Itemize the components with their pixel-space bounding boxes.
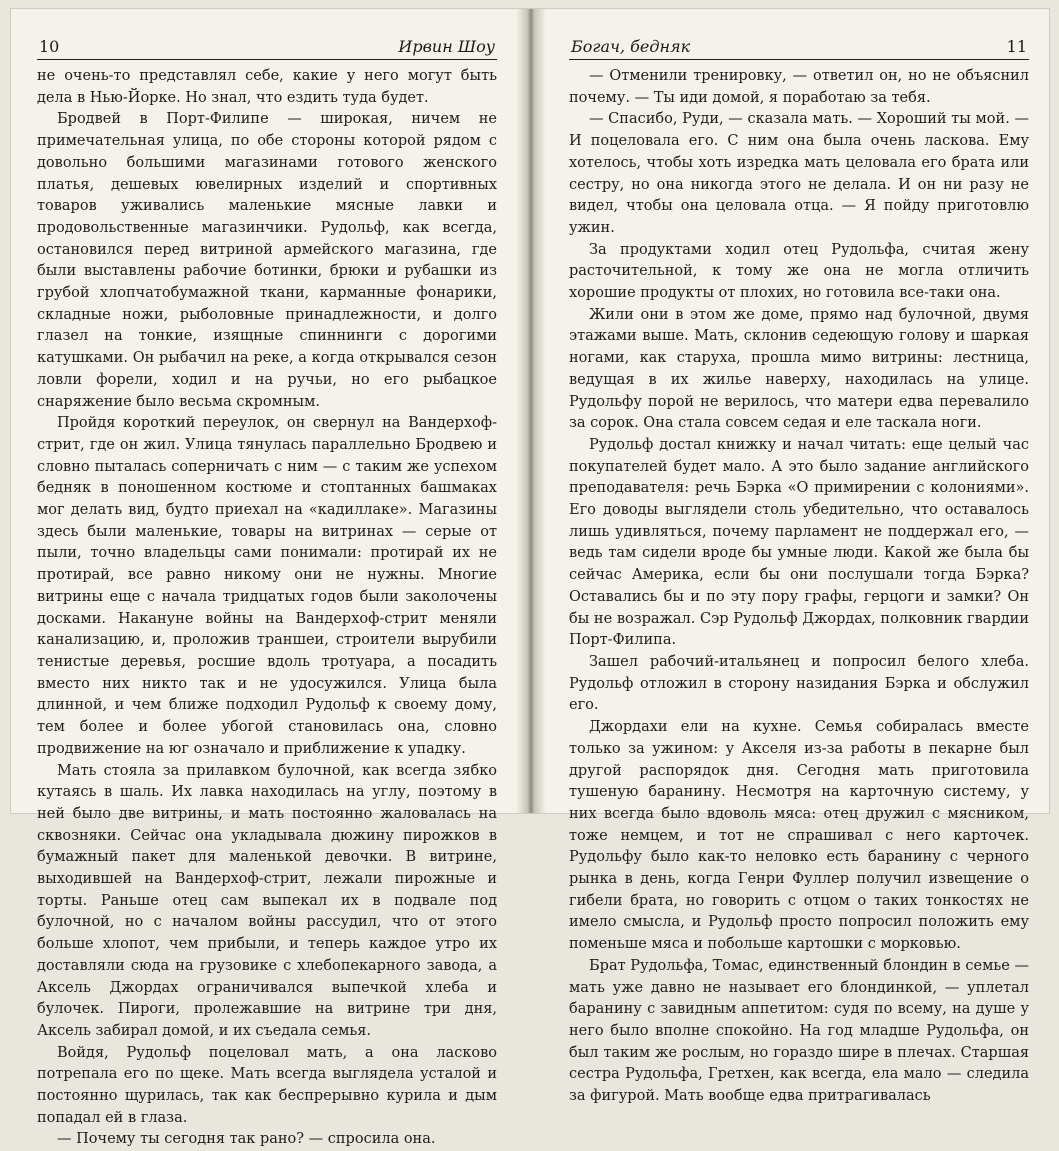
running-head-author: Ирвин Шоу xyxy=(398,37,495,56)
paragraph: — Отменили тренировку, — ответил он, но не объяснил почему. — Ты иди домой, я поработаю за тебя. xyxy=(569,68,1029,106)
paragraph: Пройдя короткий переулок, он свернул на Вандерхоф-стрит, где он жил. Улица тянулась параллельно Бродвею и словно пыталась соперничать с ним — с таким же успехом бедняк в поношенном костюме и стоптанных башмаках мог делать вид, будто приехал на «кадиллаке». Магазины здесь были маленькие, товары на витринах — серые от пыли, точно владельцы сами понимали: протирай их не протирай, все равно никому они не нужны. Многие витрины еще с начала тридцатых годов были заколочены досками. Накануне войны на Вандерхоф-стрит меняли канализацию, и, проложив траншеи, строители вырубили тенистые деревья, росшие вдоль тротуара, а посадить вместо них никто так и не удосужился. Улица была длинной, и чем ближе подходил Рудольф к своему дому, тем более и более убогой становилась она, словно продвижение на юг означало и приближение к упадку. xyxy=(37,415,497,757)
right-page xyxy=(539,9,1051,1105)
right-page-text xyxy=(569,66,1029,1108)
paragraph: Рудольф достал книжку и начал читать: еще целый час покупателей будет мало. А это было задание английского преподавателя: речь Бэрка «О примирении с колониями». Его доводы выглядели столь убедительно, что оставалось лишь удивляться, почему парламент не поддержал его, — ведь там сидели вроде бы умные люди. Какой же была бы сейчас Америка, если бы они послушали тогда Бэрка? Оставались бы и по эту пору графы, герцоги и замки? Он бы не возражал. Сэр Рудольф Джордах, полковник гвардии Порт-Филипа. xyxy=(569,436,1029,649)
page-number: 10 xyxy=(39,37,60,56)
left-page-header xyxy=(37,37,497,60)
page-number: 11 xyxy=(1006,37,1027,56)
left-page-text xyxy=(37,66,497,1151)
paragraph: Войдя, Рудольф поцеловал мать, а она ласково потрепала его по щеке. Мать всегда выглядела усталой и постоянно щурилась, так как беспрерывно курила и дым попадал ей в глаза. xyxy=(37,1044,497,1126)
paragraph: Джордахи ели на кухне. Семья собиралась вместе только за ужином: у Акселя из-за работы в пекарне был другой распорядок дня. Сегодня мать приготовила тушеную баранину. Несмотря на карточную систему, у них всегда было вдоволь мяса: отец дружил с мясником, тоже немцем, и тот не спрашивал с него карточек. Рудольфу было как-то неловко есть баранину с черного рынка в день, когда Генри Фуллер получил извещение о гибели брата, но говорить с отцом о таких тонкостях не имело смысла, и Рудольф просто попросил положить ему поменьше мяса и побольше картошки с морковью. xyxy=(569,719,1029,953)
paragraph: Брат Рудольфа, Томас, единственный блондин в семье — мать уже давно не называет его блондинкой, — уплетал баранину с завидным аппетитом: судя по всему, на душе у него было вполне спокойно. На год младше Рудольфа, он был таким же рослым, но гораздо шире в плечах. Старшая сестра Рудольфа, Гретхен, как всегда, ела мало — следила за фигурой. Мать вообще едва притрагивалась xyxy=(569,957,1029,1105)
book-spread xyxy=(10,8,1050,1148)
running-head-title: Богач, бедняк xyxy=(571,37,691,56)
left-page xyxy=(11,9,523,1148)
paragraph: За продуктами ходил отец Рудольфа, считая жену расточительной, к тому же она не могла отличить хорошие продукты от плохих, но готовила все-таки она. xyxy=(569,241,1029,302)
paragraph: — Спасибо, Руди, — сказала мать. — Хороший ты мой. — И поцеловала его. С ним она была очень ласкова. Ему хотелось, чтобы хоть изредка мать целовала его брата или сестру, но она никогда этого не делала. И он ни разу не видел, чтобы она целовала отца. — Я пойду приготовлю ужин. xyxy=(569,111,1029,236)
paragraph: Бродвей в Порт-Филипе — широкая, ничем не примечательная улица, по обе стороны которой рядом с довольно большими магазинами готового женского платья, дешевых ювелирных изделий и спортивных товаров уживались маленькие мясные лавки и продовольственные магазинчики. Рудольф, как всегда, остановился перед витриной армейского магазина, где были выставлены рабочие ботинки, брюки и рубашки из грубой хлопчатобумажной ткани, карманные фонарики, складные ножи, рыболовные принадлежности, и долго глазел на тонкие, изящные спиннинги с дорогими катушками. Он рыбачил на реке, а когда открывался сезон ловли форели, ходил и на ручьи, но его рыбацкое снаряжение было весьма скромным. xyxy=(37,111,497,410)
paragraph: Мать стояла за прилавком булочной, как всегда зябко кутаясь в шаль. Их лавка находилась на углу, поэтому в ней было две витрины, и мать постоянно жаловалась на сквозняки. Сейчас она укладывала дюжину пирожков в бумажный пакет для маленькой девочки. В витрине, выходившей на Вандерхоф-стрит, лежали пирожные и торты. Раньше отец сам выпекал их в подвале под булочной, но с началом войны рассудил, что от этого больше хлопот, чем прибыли, и теперь каждое утро их доставляли сюда на грузовике с хлебопекарного завода, а Аксель Джордах ограничивался выпечкой хлеба и булочек. Пироги, пролежавшие на витрине три дня, Аксель забирал домой, и их съедала семья. xyxy=(37,762,497,1039)
paragraph: Жили они в этом же доме, прямо над булочной, двумя этажами выше. Мать, склонив седеющую голову и шаркая ногами, как старуха, прошла мимо витрины: лестница, ведущая в их жилье наверху, находилась на улице. Рудольфу порой не верилось, что матери едва перевалило за сорок. Она стала совсем седая и еле таскала ноги. xyxy=(569,306,1029,432)
right-page-header xyxy=(569,37,1029,60)
paragraph: Зашел рабочий-итальянец и попросил белого хлеба. Рудольф отложил в сторону назидания Бэрка и обслужил его. xyxy=(569,653,1029,714)
paragraph: — Почему ты сегодня так рано? — спросила она. xyxy=(57,1131,436,1148)
paragraph: не очень-то представлял себе, какие у него могут быть дела в Нью-Йорке. Но знал, что ездить туда будет. xyxy=(37,68,497,106)
